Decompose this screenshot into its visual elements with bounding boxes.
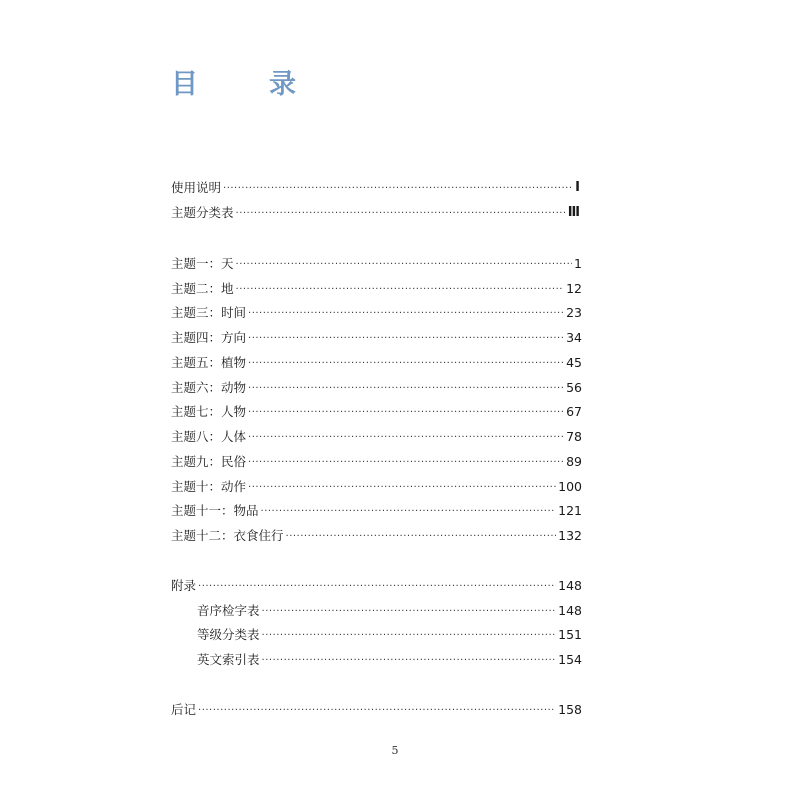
toc-subentry[interactable] (197, 601, 582, 621)
dot-leader (198, 700, 556, 720)
toc-entry-page: 67 (566, 404, 582, 419)
toc-entry[interactable] (171, 178, 579, 198)
toc-entry-page: 45 (566, 355, 582, 370)
dot-leader (286, 526, 557, 546)
toc-entry-label: 英文索引表 (197, 652, 260, 667)
toc-subentry[interactable] (197, 625, 582, 645)
toc-entry-label: 主题十：动作 (171, 479, 247, 494)
toc-entry-label: 主题一：天 (171, 256, 234, 271)
toc-entry-label: 主题十一：物品 (171, 503, 259, 518)
dot-leader (223, 178, 573, 198)
toc-entry-page: 158 (558, 702, 582, 717)
toc-entry[interactable] (171, 402, 582, 422)
dot-leader (198, 576, 556, 596)
toc-entry[interactable] (171, 526, 582, 546)
toc-entry-label: 主题七：人物 (171, 404, 247, 419)
toc-entry-page: 23 (566, 305, 582, 320)
toc-entry-page: 12 (566, 281, 582, 296)
toc-entry-label: 后记 (171, 702, 197, 717)
toc-entry[interactable] (171, 254, 582, 274)
dot-leader (248, 353, 564, 373)
toc-entry-label: 附录 (171, 578, 197, 593)
toc-entry-page: Ⅰ (575, 180, 579, 195)
toc-entry-page: 56 (566, 380, 582, 395)
dot-leader (236, 254, 573, 274)
toc-entry-page: 100 (558, 479, 582, 494)
toc-entry-page: 148 (558, 578, 582, 593)
dot-leader (236, 203, 566, 223)
toc-entry-label: 主题三：时间 (171, 305, 247, 320)
toc-entry-label: 主题分类表 (171, 205, 234, 220)
toc-entry[interactable] (171, 353, 582, 373)
dot-leader (262, 625, 557, 645)
dot-leader (262, 601, 557, 621)
toc-entry-page: 34 (566, 330, 582, 345)
toc-entry-page: Ⅲ (567, 205, 579, 220)
toc-entry[interactable] (171, 328, 582, 348)
toc-entry-label: 主题十二：衣食住行 (171, 528, 284, 543)
toc-entry-label: 主题八：人体 (171, 429, 247, 444)
toc-entry-page: 154 (558, 652, 582, 667)
toc-subentry[interactable] (197, 650, 582, 670)
dot-leader (236, 279, 565, 299)
toc-entry[interactable] (171, 427, 582, 447)
toc-entry[interactable] (171, 700, 582, 720)
dot-leader (248, 402, 564, 422)
toc-entry-page: 78 (566, 429, 582, 444)
toc-entry[interactable] (171, 303, 582, 323)
dot-leader (262, 650, 557, 670)
toc-entry[interactable] (171, 378, 582, 398)
toc-entry[interactable] (171, 477, 582, 497)
dot-leader (248, 452, 564, 472)
toc-entry[interactable] (171, 279, 582, 299)
toc-entry-page: 1 (574, 256, 582, 271)
toc-entry-page: 151 (558, 627, 582, 642)
toc-entry[interactable] (171, 501, 582, 521)
page-number: 5 (391, 744, 399, 757)
dot-leader (261, 501, 557, 521)
toc-entry-label: 主题六：动物 (171, 380, 247, 395)
toc-entry[interactable] (171, 452, 582, 472)
toc-entry-label: 主题二：地 (171, 281, 234, 296)
dot-leader (248, 303, 564, 323)
toc-entry-label: 主题五：植物 (171, 355, 247, 370)
toc-entry-page: 132 (558, 528, 582, 543)
toc-entry[interactable] (171, 203, 579, 223)
toc-entry-page: 148 (558, 603, 582, 618)
dot-leader (248, 477, 556, 497)
toc-entry-label: 使用说明 (171, 180, 222, 195)
toc-entry-label: 音序检字表 (197, 603, 260, 618)
toc-entry-label: 主题九：民俗 (171, 454, 247, 469)
toc-entry-label: 主题四：方向 (171, 330, 247, 345)
page-title: 目 录 (171, 69, 318, 100)
dot-leader (248, 378, 564, 398)
toc-entry-label: 等级分类表 (197, 627, 260, 642)
toc-entry-page: 121 (558, 503, 582, 518)
dot-leader (248, 328, 564, 348)
toc-entry-page: 89 (566, 454, 582, 469)
toc-entry[interactable] (171, 576, 582, 596)
dot-leader (248, 427, 564, 447)
